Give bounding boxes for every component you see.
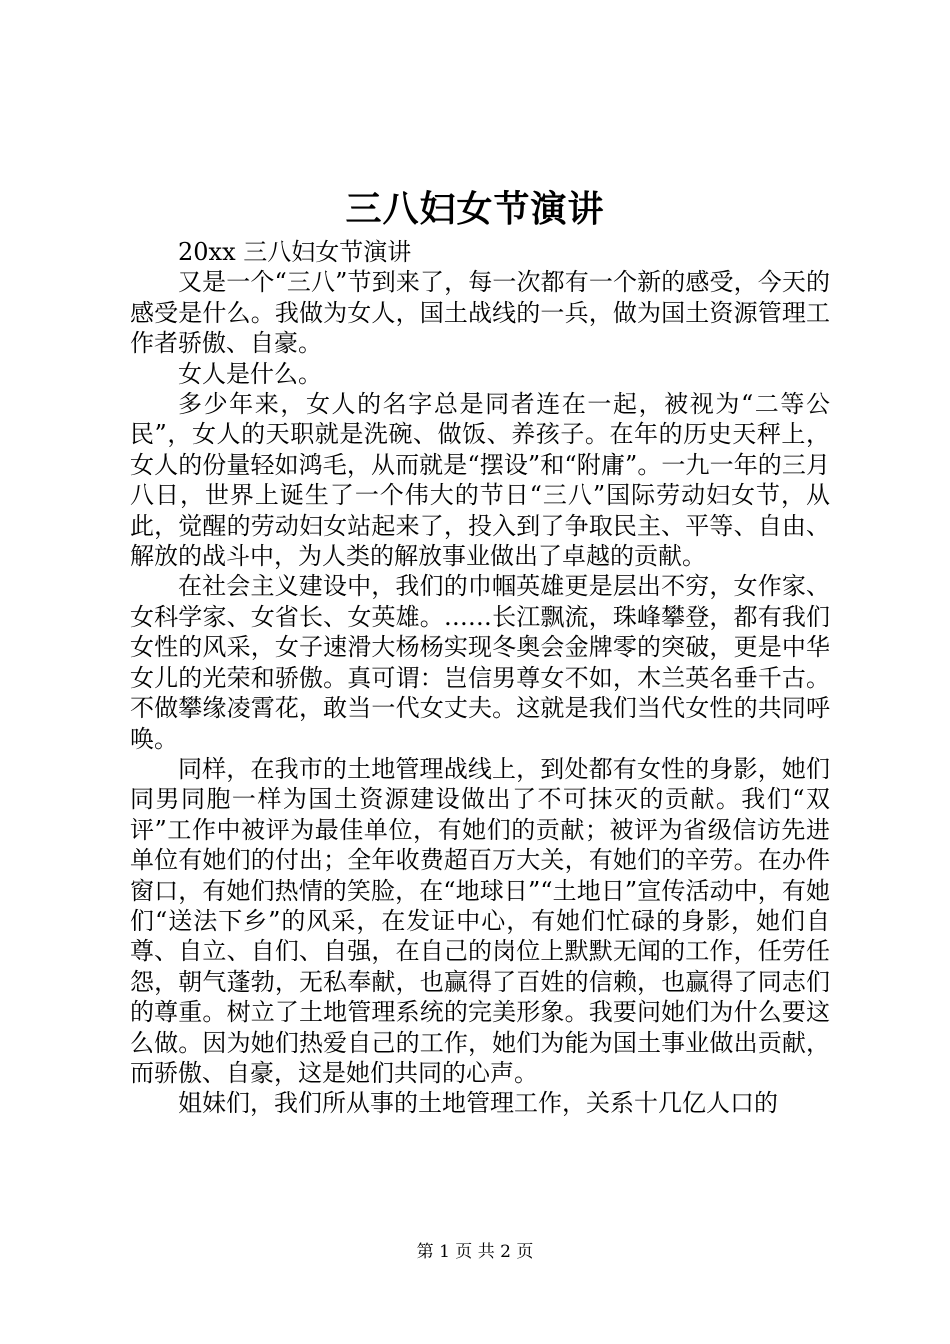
paragraph-1: 又是一个“三八”节到来了，每一次都有一个新的感受，今天的感受是什么。我做为女人，国土战线的一兵，做为国土资源管理工作者骄傲、自豪。: [130, 268, 830, 358]
paragraph-6: 姐妹们，我们所从事的土地管理工作，关系十几亿人口的: [178, 1089, 778, 1118]
paragraph-5: 同样，在我市的土地管理战线上，到处都有女性的身影，她们同男同胞一样为国土资源建设做出了不可抹灭的贡献。我们“双评”工作中被评为最佳单位，有她们的贡献；被评为省级信访先进单位有她们的付出；全年收费超百万大关，有她们的辛劳。在办件窗口，有她们热情的笑脸，在“地球日”“土地日”宣传活动中，有她们“送法下乡”的风采，在发证中心，有她们忙碌的身影，她们自尊、自立、自们、自强，在自己的岗位上默默无闻的工作，任劳任怨，朝气蓬勃，无私奉献，也赢得了百姓的信赖，也赢得了同志们的尊重。树立了土地管理系统的完美形象。我要问她们为什么要这么做。因为她们热爱自己的工作，她们为能为国土事业做出贡献，而骄傲、自豪，这是她们共同的心声。: [130, 754, 830, 1087]
document-body: [130, 237, 830, 1119]
paragraph-2: 女人是什么。: [178, 359, 322, 388]
page-footer: 第 1 页 共 2 页: [416, 1242, 534, 1262]
paragraph-4: 在社会主义建设中，我们的巾帼英雄更是层出不穷，女作家、女科学家、女省长、女英雄。……长江飘流，珠峰攀登，都有我们女性的风采，女子速滑大杨杨实现冬奥会金牌零的突破，更是中华女儿的光荣和骄傲。真可谓：岂信男尊女不如，木兰英名垂千古。不做攀缘凌霄花，敢当一代女丈夫。这就是我们当代女性的共同呼唤。: [130, 572, 830, 753]
document-title: 三八妇女节演讲: [345, 188, 605, 230]
document-subtitle: 20xx 三八妇女节演讲: [178, 238, 412, 266]
paragraph-3: 多少年来，女人的名字总是同者连在一起，被视为“二等公民”，女人的天职就是洗碗、做饭、养孩子。在年的历史天秤上，女人的份量轻如鸿毛，从而就是“摆设”和“附庸”。一九一年的三月八日，世界上诞生了一个伟大的节日“三八”国际劳动妇女节，从此，觉醒的劳动妇女站起来了，投入到了争取民主、平等、自由、解放的战斗中，为人类的解放事业做出了卓越的贡献。: [130, 390, 830, 571]
